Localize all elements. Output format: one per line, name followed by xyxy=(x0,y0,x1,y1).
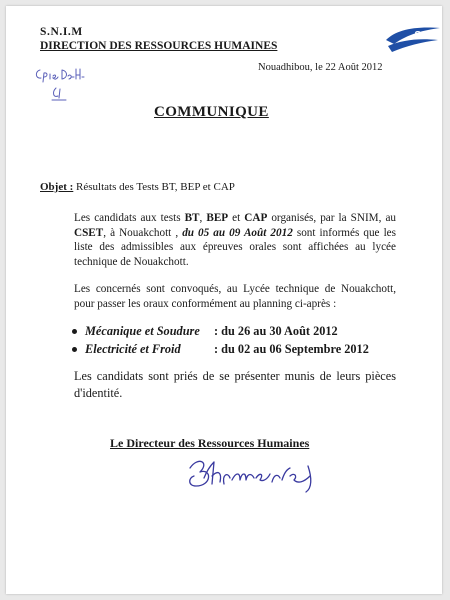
department-name: DIRECTION DES RESSOURCES HUMAINES xyxy=(40,40,278,52)
paragraph-candidates: Les candidats aux tests BT, BEP et CAP organisés, par la SNIM, au CSET, à Nouakchott , du 05 au 09 Août 2012 sont informés que les liste des admissibles aux épreuves orales sont affichées au lycée technique de Nouakchott. xyxy=(74,212,397,268)
schedule-list xyxy=(72,322,402,358)
document-title: COMMUNIQUE xyxy=(154,104,269,120)
object-label: Objet : xyxy=(40,181,74,193)
date-line: Nouadhibou, le 22 Août 2012 xyxy=(258,62,383,73)
object-line xyxy=(40,181,235,193)
paragraph-convocation: Les concernés sont convoqués, au Lycée technique de Nouakchott, pour passer les oraux conformément au planning ci-après : xyxy=(74,283,396,310)
org-name: S.N.I.M xyxy=(40,26,83,38)
schedule-dates: : du 02 au 06 Septembre 2012 xyxy=(214,342,369,356)
schedule-label: Mécanique et Soudure xyxy=(85,324,200,338)
bullet-icon xyxy=(72,329,77,334)
schedule-item xyxy=(72,340,402,358)
logo-text: Snim xyxy=(414,30,439,41)
bullet-icon xyxy=(72,347,77,352)
object-text: Résultats des Tests BT, BEP et CAP xyxy=(73,181,235,193)
signatory-title: Le Directeur des Ressources Humaines xyxy=(110,436,310,450)
handwritten-annotation xyxy=(32,62,94,104)
schedule-dates: : du 26 au 30 Août 2012 xyxy=(214,324,338,338)
schedule-label: Electricité et Froid xyxy=(85,342,181,356)
snim-logo xyxy=(384,20,442,54)
letter-page xyxy=(6,6,442,594)
paragraph-identity: Les candidats sont priés de se présenter munis de leurs pièces d'identité. xyxy=(74,369,396,400)
schedule-item xyxy=(72,322,402,340)
signature xyxy=(182,454,332,494)
